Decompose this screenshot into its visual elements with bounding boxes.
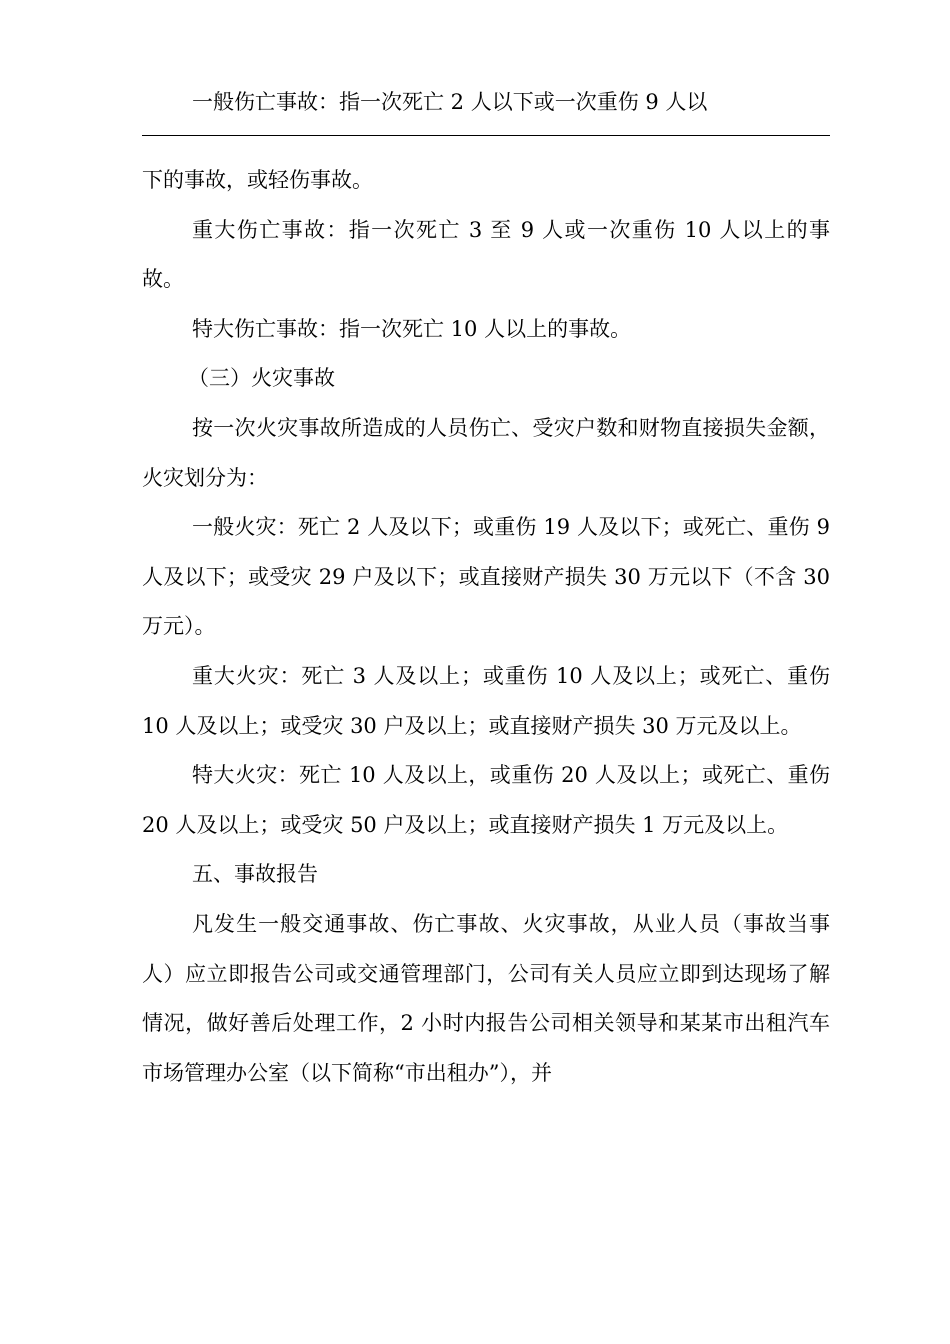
paragraph-accident-report: 凡发生一般交通事故、伤亡事故、火灾事故，从业人员（事故当事人）应立即报告公司或交通管理部门，公司有关人员应立即到达现场了解情况，做好善后处理工作，2 小时内报告公司相关领导和某某市出租汽车市场管理办公室（以下简称“市出租办”），并 [142,911,830,1085]
paragraph-general-fire: 一般火灾：死亡 2 人及以下；或重伤 19 人及以下；或死亡、重伤 9 人及以下；或受灾 29 户及以下；或直接财产损失 30 万元以下（不含 30 万元）。 [142,515,830,639]
document-body [142,156,830,1098]
paragraph-fire-classification: 按一次火灾事故所造成的人员伤亡、受灾户数和财物直接损失金额，火灾划分为： [142,415,830,490]
paragraph-extreme-fire: 特大火灾：死亡 10 人及以上，或重伤 20 人及以上；或死亡、重伤 20 人及以上；或受灾 50 户及以上；或直接财产损失 1 万元及以上。 [142,763,830,837]
page-header-text: 一般伤亡事故：指一次死亡 2 人以下或一次重伤 9 人以 [192,90,708,114]
section-heading-accident-report: 五、事故报告 [192,862,318,887]
header-divider [142,135,830,136]
paragraph-extreme-casualty: 特大伤亡事故：指一次死亡 10 人以上的事故。 [192,316,632,341]
paragraph-major-casualty: 重大伤亡事故：指一次死亡 3 至 9 人或一次重伤 10 人以上的事故。 [142,217,830,292]
paragraph-major-fire: 重大火灾：死亡 3 人及以上；或重伤 10 人及以上；或死亡、重伤 10 人及以上；或受灾 30 户及以上；或直接财产损失 30 万元及以上。 [142,663,830,738]
section-heading-fire-accident: （三）火灾事故 [188,366,335,391]
paragraph-continuation: 下的事故，或轻伤事故。 [142,168,373,192]
